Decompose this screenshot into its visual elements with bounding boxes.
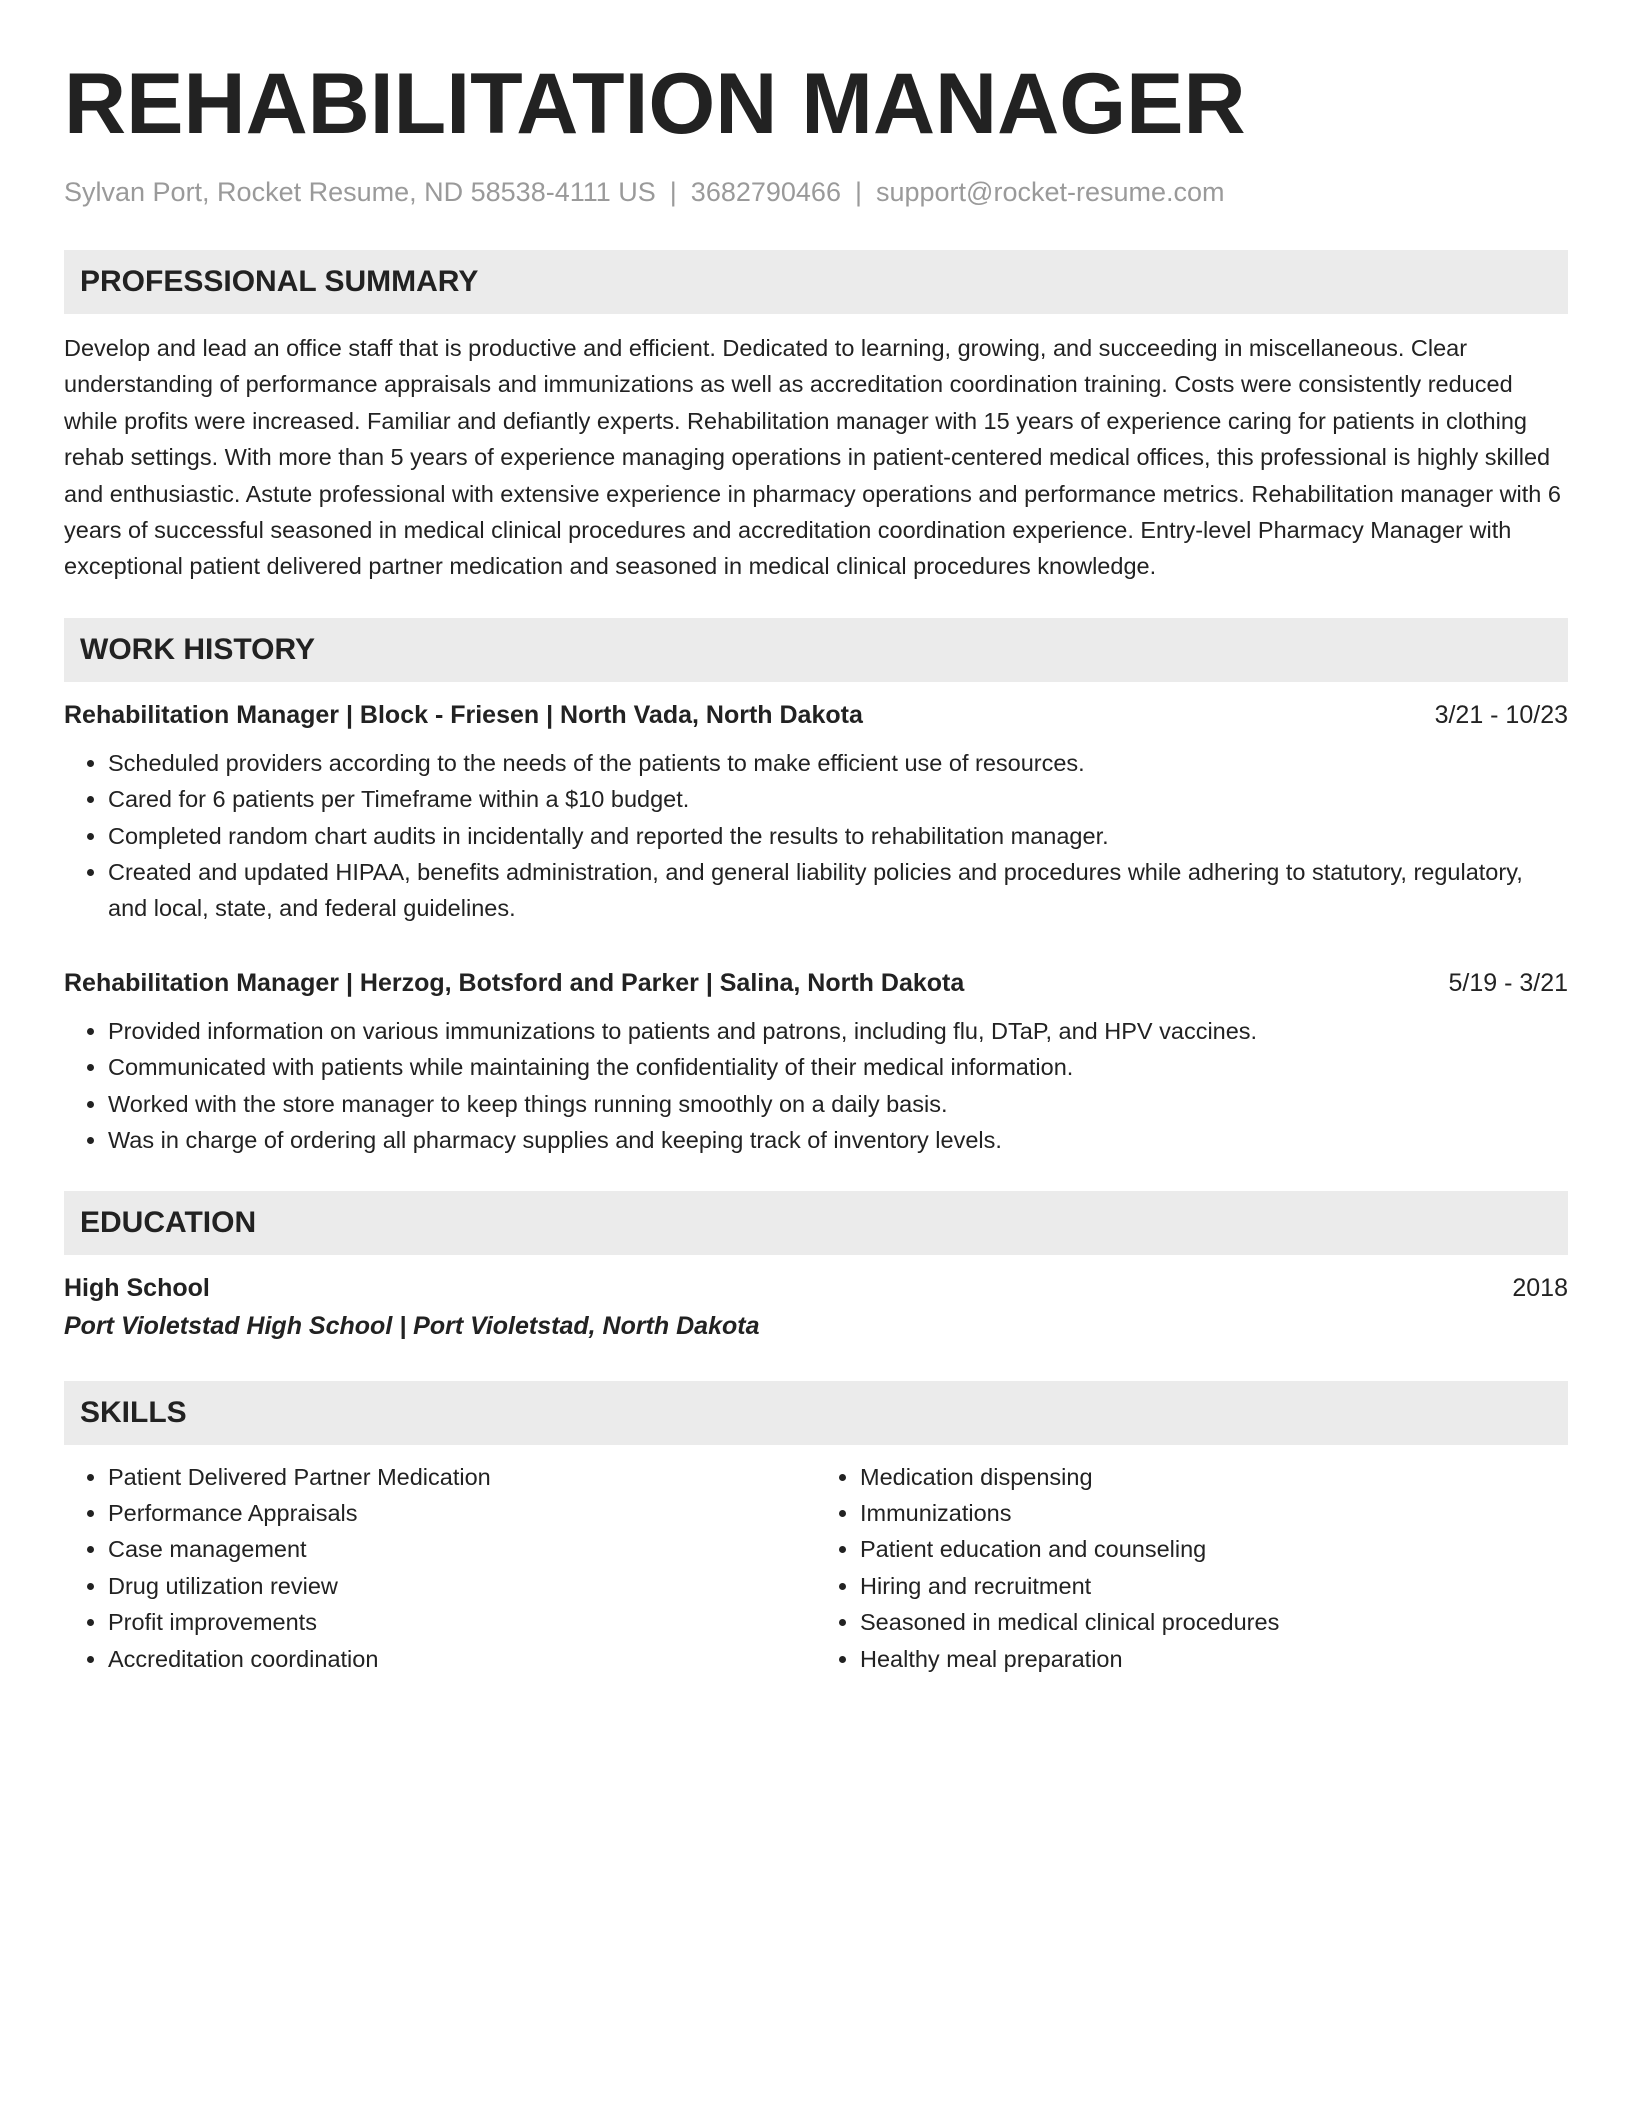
- skill-item: • Accreditation coordination: [108, 1641, 816, 1677]
- skill-item: • Healthy meal preparation: [860, 1641, 1568, 1677]
- job-dates: 5/19 - 3/21: [1448, 968, 1568, 997]
- section-heading-work-history: WORK HISTORY: [64, 618, 1568, 682]
- job-bullet: • Was in charge of ordering all pharmacy supplies and keeping track of inventory levels.: [108, 1122, 1568, 1158]
- contact-address: Sylvan Port, Rocket Resume, ND 58538-4111 US: [64, 177, 656, 207]
- resume-page: [64, 0, 1568, 1677]
- skill-item: • Performance Appraisals: [108, 1495, 816, 1531]
- job-bullet: • Provided information on various immunizations to patients and patrons, including flu, DTaP, and HPV vaccines.: [108, 1013, 1568, 1049]
- contact-separator: |: [854, 177, 862, 207]
- job-bullet: • Created and updated HIPAA, benefits administration, and general liability policies and procedures while adhering to statutory, regulatory, and local, state, and federal guidelines.: [108, 854, 1568, 927]
- skill-item: • Patient education and counseling: [860, 1531, 1568, 1567]
- job-bullets: [64, 745, 1568, 927]
- education-year: 2018: [1512, 1273, 1568, 1302]
- skill-item: • Immunizations: [860, 1495, 1568, 1531]
- section-heading-education: EDUCATION: [64, 1191, 1568, 1255]
- summary-text: Develop and lead an office staff that is productive and efficient. Dedicated to learning, growing, and succeeding in miscellaneous. Clear understanding of performance appraisals and immunizations as well as accreditation coordination training. Costs were consistently reduced while profits were increased. Familiar and defiantly experts. Rehabilitation manager with 15 years of experience caring for patients in clothing rehab settings. With more than 5 years of experience managing operations in patient-centered medical offices, this professional is highly skilled and enthusiastic. Astute professional with extensive experience in pharmacy operations and performance metrics. Rehabilitation manager with 6 years of successful seasoned in medical clinical procedures and accreditation coordination experience. Entry-level Pharmacy Manager with exceptional patient delivered partner medication and seasoned in medical clinical procedures knowledge.: [64, 335, 1561, 580]
- job-bullet: • Communicated with patients while maintaining the confidentiality of their medical information.: [108, 1049, 1568, 1085]
- skill-item: • Drug utilization review: [108, 1568, 816, 1604]
- job-bullet: • Cared for 6 patients per Timeframe within a $10 budget.: [108, 781, 1568, 817]
- education-degree: High School: [64, 1273, 210, 1302]
- skill-item: • Case management: [108, 1531, 816, 1567]
- job-bullet: • Scheduled providers according to the needs of the patients to make efficient use of resources.: [108, 745, 1568, 781]
- job-entry: [64, 965, 1568, 1159]
- job-header: [64, 697, 1568, 733]
- job-title: Rehabilitation Manager | Block - Friesen | North Vada, North Dakota: [64, 700, 863, 729]
- skill-item: • Hiring and recruitment: [860, 1568, 1568, 1604]
- section-heading-summary: PROFESSIONAL SUMMARY: [64, 250, 1568, 314]
- job-bullet: • Completed random chart audits in incidentally and reported the results to rehabilitation manager.: [108, 818, 1568, 854]
- job-bullets: [64, 1013, 1568, 1159]
- education-entry: [64, 1269, 1568, 1345]
- contact-line: [64, 174, 1568, 210]
- education-header: [64, 1269, 1568, 1307]
- job-header: [64, 965, 1568, 1001]
- skill-item: • Medication dispensing: [860, 1459, 1568, 1495]
- job-dates: 3/21 - 10/23: [1434, 700, 1568, 729]
- skill-item: • Patient Delivered Partner Medication: [108, 1459, 816, 1495]
- education-school: Port Violetstad High School | Port Violetstad, North Dakota: [64, 1311, 760, 1340]
- skill-item: • Seasoned in medical clinical procedures: [860, 1604, 1568, 1640]
- skills-list-left: [64, 1459, 816, 1677]
- skill-item: • Profit improvements: [108, 1604, 816, 1640]
- section-heading-skills: SKILLS: [64, 1381, 1568, 1445]
- contact-phone: 3682790466: [690, 177, 841, 207]
- skills-list-right: [816, 1459, 1568, 1677]
- job-entry: [64, 697, 1568, 927]
- contact-email: support@rocket-resume.com: [875, 177, 1225, 207]
- candidate-name: REHABILITATION MANAGER: [64, 56, 1246, 152]
- job-bullet: • Worked with the store manager to keep things running smoothly on a daily basis.: [108, 1086, 1568, 1122]
- job-title: Rehabilitation Manager | Herzog, Botsford and Parker | Salina, North Dakota: [64, 968, 965, 997]
- contact-separator: |: [669, 177, 677, 207]
- skills-columns: [64, 1445, 1568, 1677]
